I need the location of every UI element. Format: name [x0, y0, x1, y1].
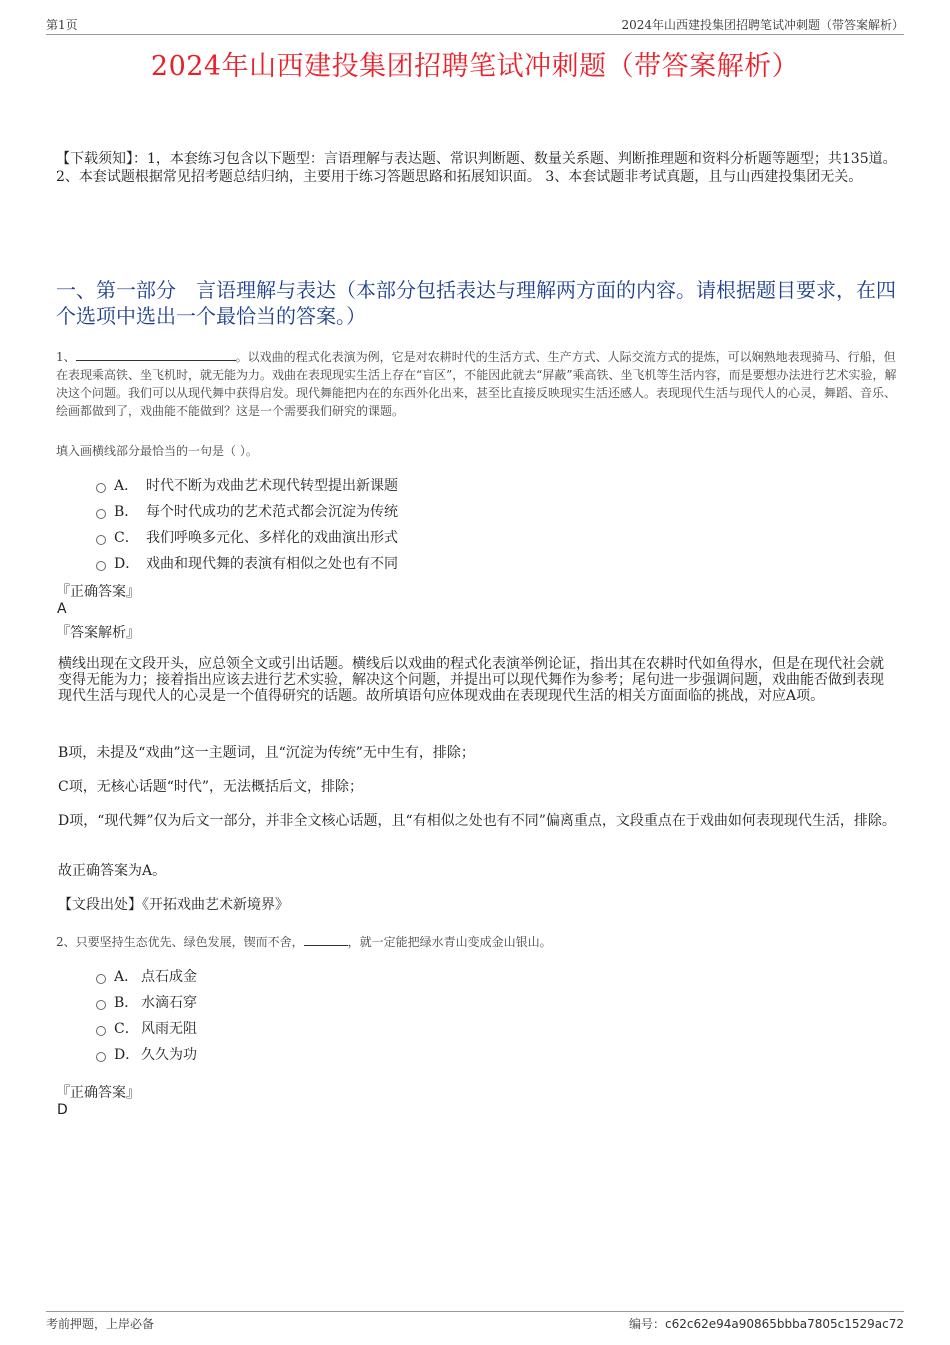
- radio-icon[interactable]: [96, 1026, 106, 1036]
- document-title: 2024年山西建投集团招聘笔试冲刺题（带答案解析）: [150, 51, 800, 82]
- radio-icon[interactable]: [96, 1000, 106, 1010]
- option-letter: C．: [114, 530, 139, 546]
- download-notice: 【下载须知】：1，本套练习包含以下题型：言语理解与表达题、常识判断题、数量关系题、判断推理题和资料分析题等题型；共135道。 2、本套试题根据常见招考题总结归纳，主要用于练习答题思路和拓展知识面。 3、本套试题非考试真题，且与山西建投集团无关。: [56, 151, 897, 185]
- option-text: 风雨无阻: [141, 1021, 197, 1037]
- page-header: [46, 14, 904, 35]
- question-1-text: [56, 348, 898, 420]
- question-number: 1、: [56, 350, 76, 364]
- question-body-start: 只要坚持生态优先、绿色发展，锲而不舍，: [75, 935, 304, 949]
- analysis-label: 『答案解析』: [56, 625, 140, 641]
- radio-icon[interactable]: [96, 535, 106, 545]
- answer-label: 『正确答案』: [56, 1085, 140, 1101]
- analysis-paragraph: D项，“现代舞”仅为后文一部分，并非全文核心话题，且“有相似之处也有不同”偏离重点，文段重点在于戏曲如何表现现代生活，排除。: [58, 813, 896, 829]
- option-letter: A．: [114, 969, 139, 985]
- question-number: 2、: [56, 935, 76, 949]
- radio-icon[interactable]: [96, 1052, 106, 1062]
- option-text: 水滴石穿: [141, 995, 197, 1011]
- fill-blank: [304, 933, 348, 946]
- fill-blank: [76, 348, 236, 361]
- radio-icon[interactable]: [96, 561, 106, 571]
- page-number: 第1页: [46, 18, 78, 32]
- option-text: 久久为功: [141, 1047, 197, 1063]
- code-label: 编号：: [628, 1317, 665, 1331]
- option-letter: B．: [114, 995, 139, 1011]
- answer-label: 『正确答案』: [56, 584, 140, 600]
- option-letter: A．: [114, 478, 139, 494]
- section-heading: 一、第一部分 言语理解与表达（本部分包括表达与理解两方面的内容。请根据题目要求，在四个选项中选出一个最恰当的答案。）: [56, 278, 896, 328]
- option-text: 每个时代成功的艺术范式都会沉淀为传统: [146, 504, 398, 520]
- option-text: 我们呼唤多元化、多样化的戏曲演出形式: [146, 530, 398, 546]
- answer-value: A: [57, 601, 67, 617]
- option-letter: D．: [114, 556, 140, 572]
- option-letter: B．: [114, 504, 139, 520]
- option-text: 时代不断为戏曲艺术现代转型提出新课题: [146, 478, 398, 494]
- option-letter: C．: [114, 1021, 139, 1037]
- analysis-paragraph: B项，未提及“戏曲”这一主题词，且“沉淀为传统”无中生有，排除；: [58, 745, 475, 761]
- footer-slogan: 考前押题，上岸必备: [46, 1317, 155, 1331]
- analysis-paragraph: 横线出现在文段开头，应总领全文或引出话题。横线后以戏曲的程式化表演举例论证，指出其在农耕时代如鱼得水，但是在现代社会就变得无能为力；接着指出应该去进行艺术实验，解决这个问题，并提出可以现代舞作为参考；尾句进一步强调问题，戏曲能否做到表现现代生活与现代人的心灵是一个值得研究的话题。故所填语句应体现戏曲在表现现代生活的相关方面面临的挑战，对应A项。: [58, 656, 884, 704]
- footer-code: [629, 1315, 904, 1332]
- answer-value: D: [57, 1102, 68, 1118]
- question-1-prompt: 填入画横线部分最恰当的一句是（ ）。: [56, 444, 258, 458]
- source-note: 【文段出处】《开拓戏曲艺术新境界》: [58, 897, 289, 913]
- header-doc-title: 2024年山西建投集团招聘笔试冲刺题（带答案解析）: [621, 18, 904, 32]
- question-body: 。以戏曲的程式化表演为例，它是对农耕时代的生活方式、生产方式、人际交流方式的提炼，可以娴熟地表现骑马、行船，但在表现乘高铁、坐飞机时，就无能为力。戏曲在表现现实生活上存在“盲区”，不能因此就去“屏蔽”乘高铁、坐飞机等生活内容，而是要想办法进行艺术实验，解决这个问题。我们可以从现代舞中获得启发。现代舞能把内在的东西外化出来，甚至比直接反映现实生活还感人。表现现代生活与现代人的心灵，舞蹈、音乐、绘画都做到了，戏曲能不能做到？这是一个需要我们研究的课题。: [56, 350, 897, 418]
- question-body-end: ，就一定能把绿水青山变成金山银山。: [347, 935, 552, 949]
- radio-icon[interactable]: [96, 483, 106, 493]
- page-footer: [46, 1311, 904, 1332]
- radio-icon[interactable]: [96, 974, 106, 984]
- radio-icon[interactable]: [96, 509, 106, 519]
- option-letter: D．: [114, 1047, 140, 1063]
- code-value: c62c62e94a90865bbba7805c1529ac72: [664, 1317, 904, 1331]
- option-text: 点石成金: [141, 969, 197, 985]
- option-text: 戏曲和现代舞的表演有相似之处也有不同: [146, 556, 398, 572]
- analysis-conclusion: 故正确答案为A。: [58, 863, 167, 879]
- question-2-text: [56, 933, 552, 950]
- analysis-paragraph: C项，无核心话题“时代”，无法概括后文，排除；: [58, 779, 364, 795]
